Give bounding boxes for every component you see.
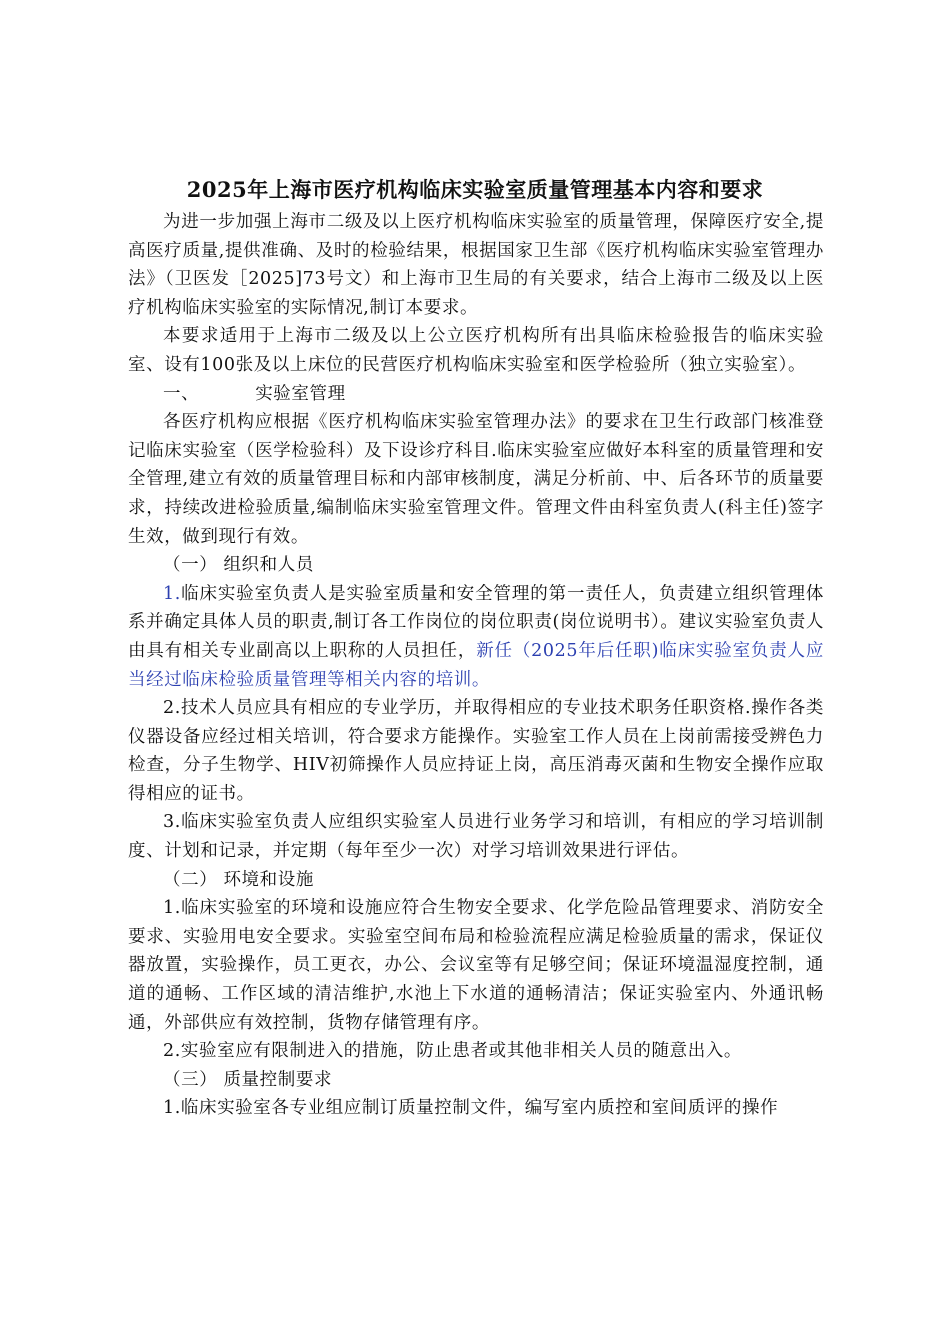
item-2-2: 2.实验室应有限制进入的措施，防止患者或其他非相关人员的随意出入。 <box>163 1041 742 1062</box>
intro-paragraph-2: 本要求适用于上海市二级及以上公立医疗机构所有出具临床检验报告的临床实验室、设有100张及以上床位的民营医疗机构临床实验室和医学检验所（独立实验室）。 <box>128 326 824 375</box>
document-title: 2025年上海市医疗机构临床实验室质量管理基本内容和要求 <box>186 177 764 202</box>
section-1-number: 一、 <box>163 383 200 404</box>
section-1-heading <box>128 380 824 409</box>
item-1-3: 3.临床实验室负责人应组织实验室人员进行业务学习和培训，有相应的学习培训制度、计划和记录，并定期（每年至少一次）对学习培训效果进行评估。 <box>128 812 824 862</box>
item-3-1: 1.临床实验室各专业组应制订质量控制文件，编写室内质控和室间质评的操作 <box>163 1098 779 1119</box>
intro-paragraph-1: 为进一步加强上海市二级及以上医疗机构临床实验室的质量管理，保障医疗安全,提高医疗质量,提供准确、及时的检验结果，根据国家卫生部《医疗机构临床实验室管理办法》（卫医发［2025]73号文）和上海市卫生局的有关要求，结合上海市二级及以上医疗机构临床实验室的实际情况,制订本要求。 <box>128 212 824 318</box>
item-1-2: 2.技术人员应具有相应的专业学历，并取得相应的专业技术职务任职资格.操作各类仪器设备应经过相关培训，符合要求方能操作。实验室工作人员在上岗前需接受辨色力检查，分子生物学、HIV初筛操作人员应持证上岗，高压消毒灭菌和生物安全操作应取得相应的证书。 <box>128 698 824 804</box>
item-1-1-number: 1. <box>163 583 181 604</box>
subsection-1-heading: （一） 组织和人员 <box>163 555 314 576</box>
section-1-title: 实验室管理 <box>255 383 346 404</box>
item-1-1 <box>128 580 824 694</box>
subsection-2-heading: （二） 环境和设施 <box>163 869 314 890</box>
item-1-1-highlight: 新任（2025年后任职)临床实验室负责人应当经过临床检验质量管理等相关内容的培训。 <box>128 640 824 690</box>
item-1-1-text: 临床实验室负责人是实验室质量和安全管理的第一责任人，负责建立组织管理体系并确定具体人员的职责,制订各工作岗位的岗位职责(岗位说明书）。建议实验室负责人由具有相关专业副高以上职称的人员担任， <box>128 583 824 661</box>
item-2-1: 1.临床实验室的环境和设施应符合生物安全要求、化学危险品管理要求、消防安全要求、实验用电安全要求。实验室空间布局和检验流程应满足检验质量的需求，保证仪器放置，实验操作，员工更衣，办公、会议室等有足够空间；保证环境温湿度控制，通道的通畅、工作区域的清洁维护,水池上下水道的通畅清洁；保证实验室内、外通讯畅通，外部供应有效控制，货物存储管理有序。 <box>128 898 824 1033</box>
section-1-body: 各医疗机构应根据《医疗机构临床实验室管理办法》的要求在卫生行政部门核准登记临床实验室（医学检验科）及下设诊疗科目.临床实验室应做好本科室的质量管理和安全管理,建立有效的质量管理目标和内部审核制度，满足分析前、中、后各环节的质量要求，持续改进检验质量,编制临床实验室管理文件。管理文件由科室负责人(科主任)签字生效，做到现行有效。 <box>128 412 824 547</box>
document-body <box>128 208 824 1123</box>
subsection-3-heading: （三） 质量控制要求 <box>163 1069 333 1090</box>
